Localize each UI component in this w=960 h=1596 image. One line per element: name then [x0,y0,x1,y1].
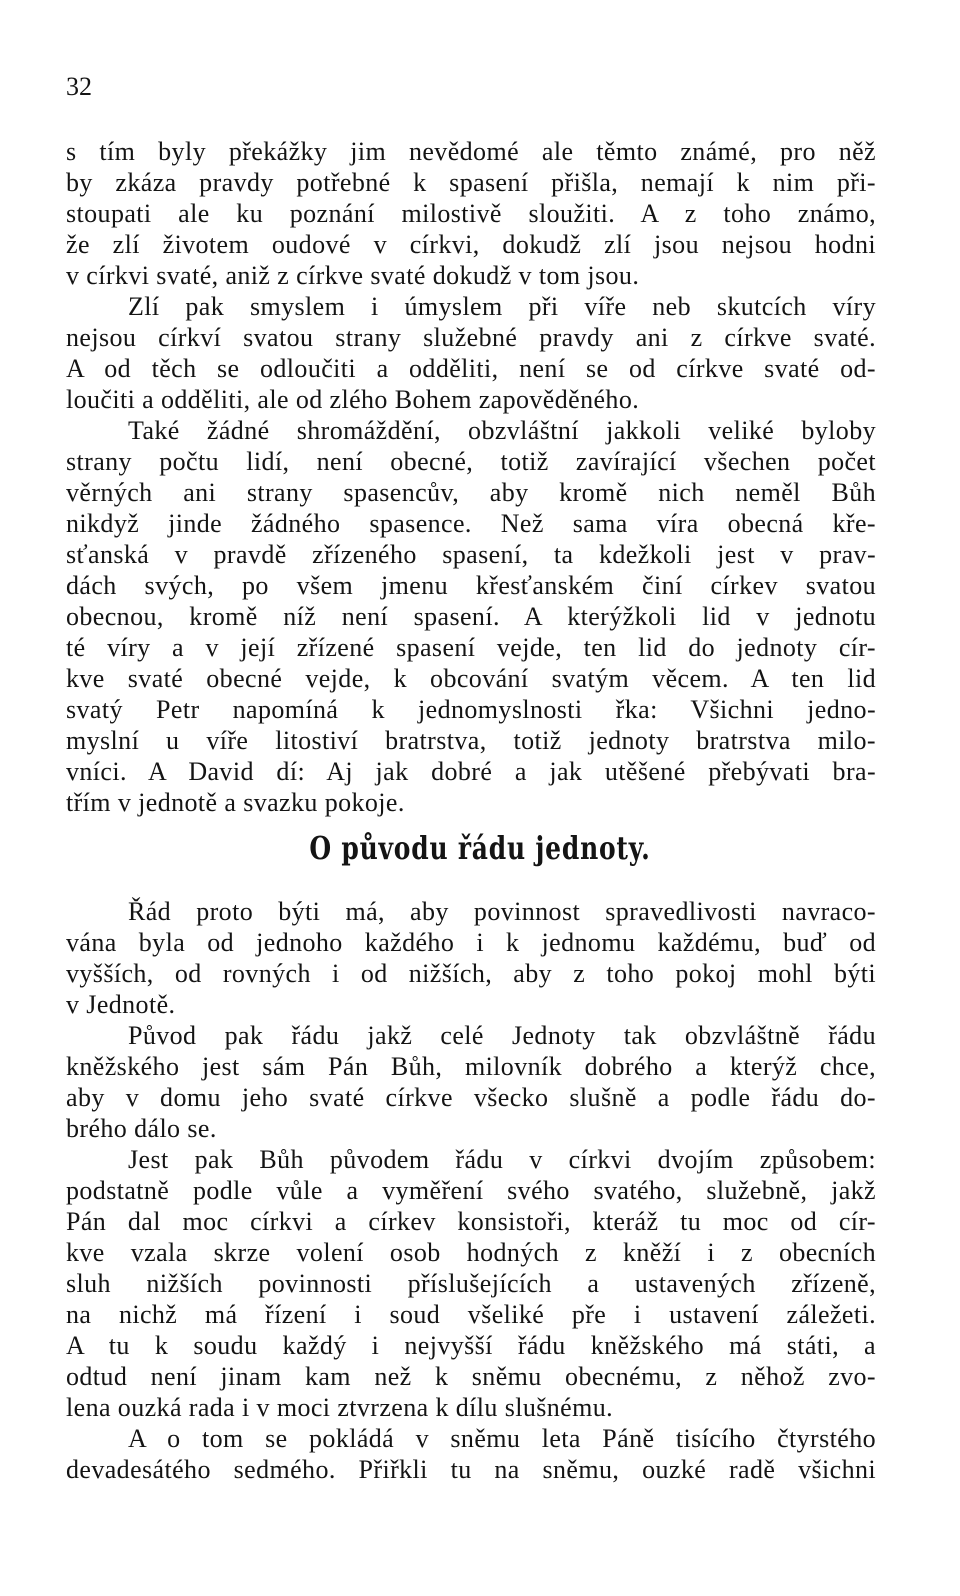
text-line: dách svých, po všem jmenu křesťanském činí církev svatou [66,571,876,600]
text-line: Jest pak Bůh původem řádu v církvi dvojím způsobem: [128,1145,876,1174]
text-line: odtud není jinam kam než k sněmu obecnému, z něhož zvo- [66,1362,876,1391]
section-heading: O původu řádu jednoty. [309,829,651,867]
text-line: v Jednotě. [66,990,176,1019]
text-line: brého dálo se. [66,1114,217,1143]
text-line: A o tom se pokládá v sněmu leta Páně tisícího čtyrstého [128,1424,876,1453]
text-line: třím v jednotě a svazku pokoje. [66,788,405,817]
text-line: by zkáza pravdy potřebné k spasení přišla, nemají k nim při- [66,168,876,197]
text-line: Původ pak řádu jakž celé Jednoty tak obzvláštně řádu [128,1021,876,1050]
text-block-upper [66,136,876,818]
text-line: kve vzala skrze volení osob hodných z kněží i z obecních [66,1238,876,1267]
text-line: obecnou, kromě níž není spasení. A kterýžkoli lid v jednotu [66,602,876,631]
text-line: podstatně podle vůle a vyměření svého svatého, služebně, jakž [66,1176,876,1205]
text-line: sluh nižších povinnosti příslušejících a ustavených zřízeně, [66,1269,876,1298]
text-line: vníci. A David dí: Aj jak dobré a jak utěšené přebývati bra- [66,757,876,786]
text-line: aby v domu jeho svaté církve všecko slušně a podle řádu do- [66,1083,876,1112]
text-line: strany počtu lidí, není obecné, totiž zavírající všechen počet [66,447,876,476]
text-line: Řád proto býti má, aby povinnost spravedlivosti navraco- [128,897,876,926]
text-line: lena ouzká rada i v moci ztvrzena k dílu slušnému. [66,1393,614,1422]
text-block-lower [66,896,876,1485]
text-line: sťanská v pravdě zřízeného spasení, ta kdežkoli jest v prav- [66,540,876,569]
text-line: A od těch se odloučiti a odděliti, není se od církve svaté od- [66,354,876,383]
text-line: věrných ani strany spasencův, aby kromě nich neměl Bůh [66,478,876,507]
text-line: myslní u víře litostiví bratrstva, totiž jednoty bratrstva milo- [66,726,876,755]
text-line: že zlí životem oudové v církvi, dokudž zlí jsou nejsou hodni [66,230,876,259]
text-line: v církvi svaté, aniž z církve svaté dokudž v tom jsou. [66,261,640,290]
text-line: devadesátého sedmého. Přiřkli tu na sněmu, ouzké radě všichni [66,1455,876,1484]
text-line: s tím byly překážky jim nevědomé ale těmto známé, pro něž [66,137,876,166]
text-line: svatý Petr napomíná k jednomyslnosti řka: Všichni jedno- [66,695,876,724]
text-line: na nichž má řízení i soud všeliké pře i ustavení záležeti. [66,1300,876,1329]
text-line: vána byla od jednoho každého i k jednomu každému, buď od [66,928,876,957]
text-line: kněžského jest sám Pán Bůh, milovník dobrého a kterýž chce, [66,1052,876,1081]
text-line: vyšších, od rovných i od nižších, aby z toho pokoj mohl býti [66,959,876,988]
text-line: stoupati ale ku poznání milostivě sloužiti. A z toho známo, [66,199,876,228]
text-line: nejsou církví svatou strany služebné pravdy ani z církve svaté. [66,323,876,352]
text-line: té víry a v její zřízené spasení vejde, ten lid do jednoty cír- [66,633,876,662]
text-line: Zlí pak smyslem i úmyslem při víře neb skutcích víry [128,292,876,321]
text-line: kve svaté obecné vejde, k obcování svatým věcem. A ten lid [66,664,876,693]
text-line: loučiti a odděliti, ale od zlého Bohem zapověděného. [66,385,640,414]
text-line: nikdyž jinde žádného spasence. Než sama víra obecná kře- [66,509,876,538]
text-line: A tu k soudu každý i nejvyšší řádu kněžského má státi, a [66,1331,876,1360]
text-line: Pán dal moc církvi a církev konsistoři, kteráž tu moc od cír- [66,1207,876,1236]
page-number: 32 [66,72,92,101]
text-line: Také žádné shromáždění, obzvláštní jakkoli veliké byloby [128,416,876,445]
